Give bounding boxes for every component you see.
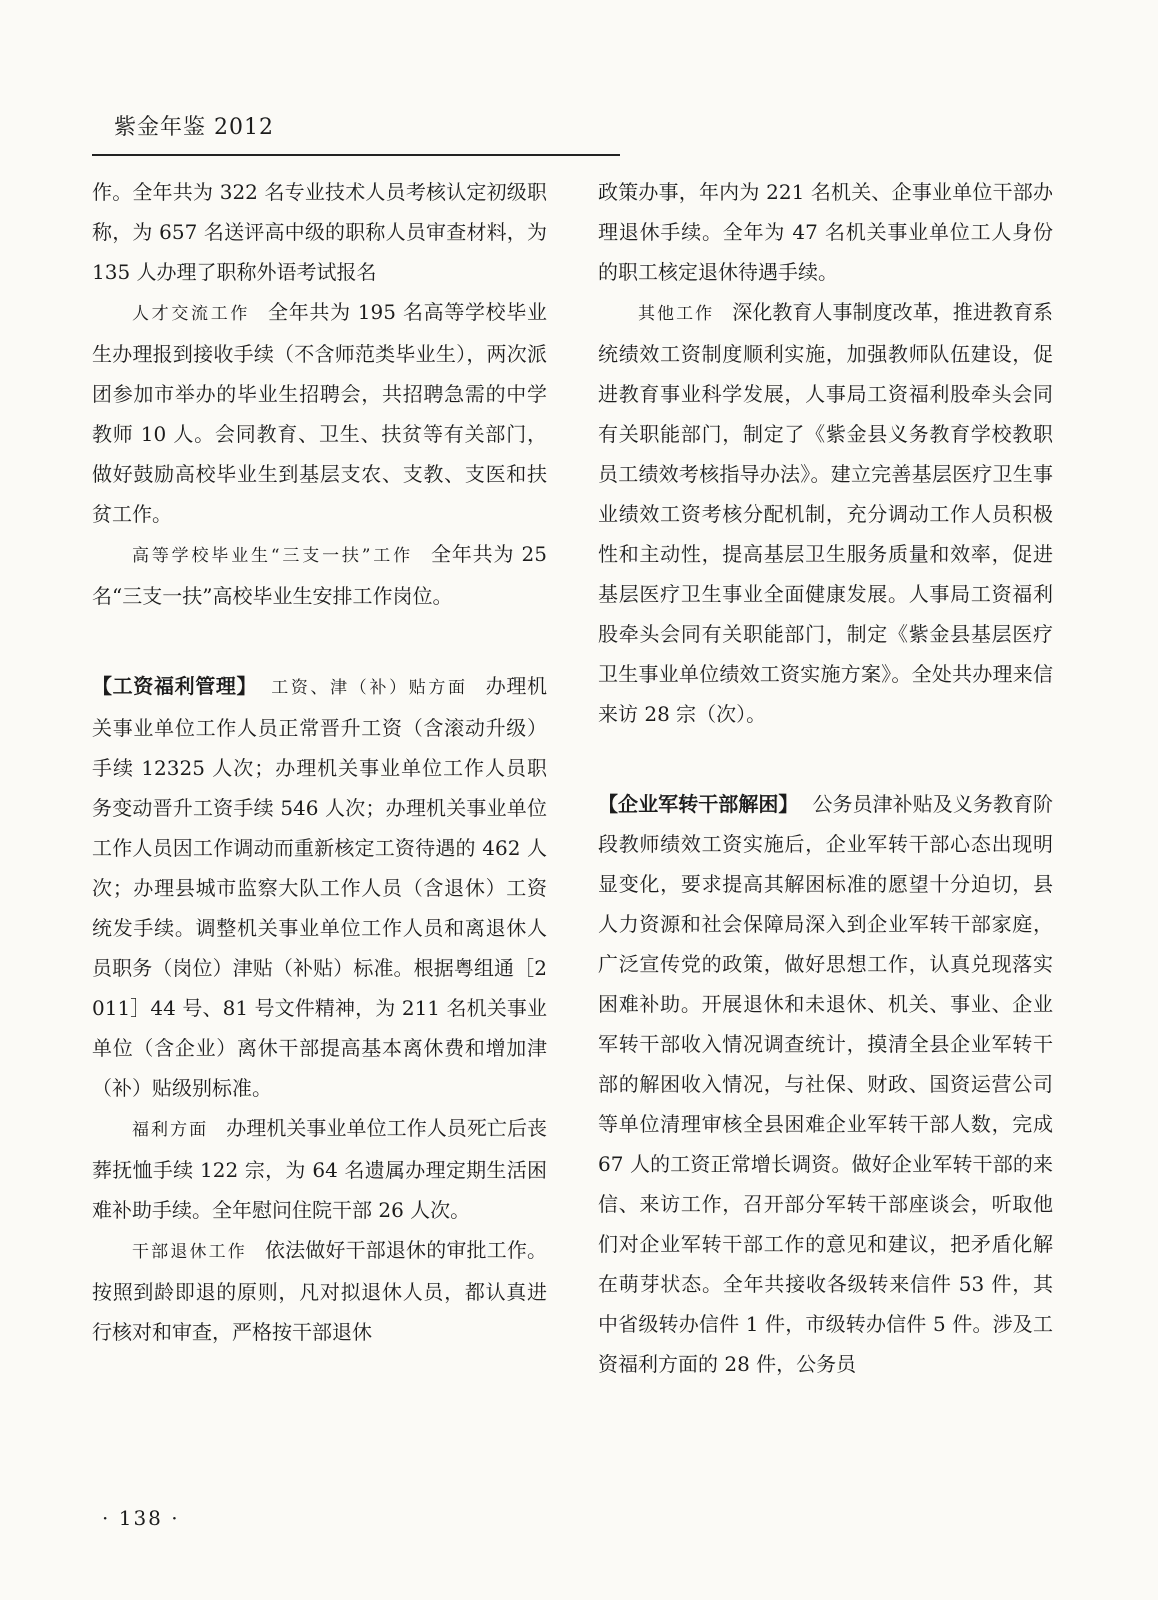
section-heading: 【企业军转干部解困】 (598, 792, 799, 816)
subheading: 其他工作 (638, 304, 715, 324)
paragraph-body: 全年共为 195 名高等学校毕业生办理报到接收手续（不含师范类毕业生），两次派团参加市举办的毕业生招聘会，共招聘急需的中学教师 10 人。会同教育、卫生、扶贫等有关部门，做好鼓励高校毕业生到基层支农、支教、支医和扶贫工作。 (92, 300, 548, 526)
paragraph-body: 公务员津补贴及义务教育阶段教师绩效工资实施后，企业军转干部心态出现明显变化，要求提高其解困标准的愿望十分迫切，县人力资源和社会保障局深入到企业军转干部家庭，广泛宣传党的政策，做好思想工作，认真兑现落实困难补助。开展退休和未退休、机关、事业、企业军转干部收入情况调查统计，摸清全县企业军转干部的解困收入情况，与社保、财政、国资运营公司等单位清理审核全县困难企业军转干部人数，完成 67 人的工资正常增长调资。做好企业军转干部的来信、来访工作，召开部分军转干部座谈会，听取他们对企业军转干部工作的意见和建议，把矛盾化解在萌芽状态。全年共接收各级转来信件 53 件，其中省级转办信件 1 件，市级转办信件 5 件。涉及工资福利方面的 28 件，公务员 (598, 792, 1054, 1376)
paragraph-body: 办理机关事业单位工作人员死亡后丧葬抚恤手续 122 宗，为 64 名遗属办理定期生活困难补助手续。全年慰问住院干部 26 人次。 (92, 1116, 548, 1222)
subheading: 干部退休工作 (132, 1242, 247, 1262)
paragraph-continuation: 政策办事，年内为 221 名机关、企事业单位干部办理退休手续。全年为 47 名机关事业单位工人身份的职工核定退休待遇手续。 (598, 180, 1053, 284)
paragraph-retirement (92, 1230, 547, 1352)
left-column (92, 172, 547, 1352)
paragraph-wage-welfare (92, 666, 547, 1108)
subheading: 福利方面 (132, 1120, 209, 1140)
subheading: 人才交流工作 (132, 304, 251, 324)
paragraph-talent-exchange (92, 292, 547, 534)
paragraph-body: 依法做好干部退休的审批工作。按照到龄即退的原则，凡对拟退休人员，都认真进行核对和审查，严格按干部退休 (92, 1238, 548, 1344)
paragraph-other-work (598, 292, 1053, 734)
page-number: · 138 · (102, 1506, 180, 1530)
paragraph-three-supports (92, 534, 547, 616)
running-header (92, 102, 620, 156)
paragraph-body: 全年共为 25 名“三支一扶”高校毕业生安排工作岗位。 (92, 542, 547, 608)
paragraph-body: 深化教育人事制度改革，推进教育系统绩效工资制度顺利实施，加强教师队伍建设，促进教育事业科学发展，人事局工资福利股牵头会同有关职能部门，制定了《紫金县义务教育学校教职员工绩效考核指导办法》。建立完善基层医疗卫生事业绩效工资考核分配机制，充分调动工作人员积极性和主动性，提高基层卫生服务质量和效率，促进基层医疗卫生事业全面健康发展。人事局工资福利股牵头会同有关职能部门，制定《紫金县基层医疗卫生事业单位绩效工资实施方案》。全处共办理来信来访 28 宗（次）。 (598, 300, 1054, 726)
paragraph-welfare (92, 1108, 547, 1230)
subheading: 高等学校毕业生“三支一扶”工作 (132, 546, 413, 566)
paragraph-veteran-cadres (598, 784, 1053, 1384)
paragraph-continuation: 作。全年共为 322 名专业技术人员考核认定初级职称，为 657 名送评高中级的职称人员审查材料，为 135 人办理了职称外语考试报名 (92, 180, 547, 284)
subheading: 工资、津（补）贴方面 (271, 678, 468, 698)
yearbook-title: 紫金年鉴 2012 (114, 115, 274, 140)
paragraph-body: 办理机关事业单位工作人员正常晋升工资（含滚动升级）手续 12325 人次；办理机关事业单位工作人员职务变动晋升工资手续 546 人次；办理机关事业单位工作人员因工作调动而重新核定工资待遇的 462 人次；办理县城市监察大队工作人员（含退休）工资统发手续。调整机关事业单位工作人员和离退休人员职务（岗位）津贴（补贴）标准。根据粤组通［2011］44 号、81 号文件精神，为 211 名机关事业单位（含企业）离休干部提高基本离休费和增加津（补）贴级别标准。 (92, 674, 548, 1100)
section-heading: 【工资福利管理】 (92, 674, 258, 698)
right-column (598, 172, 1053, 1384)
